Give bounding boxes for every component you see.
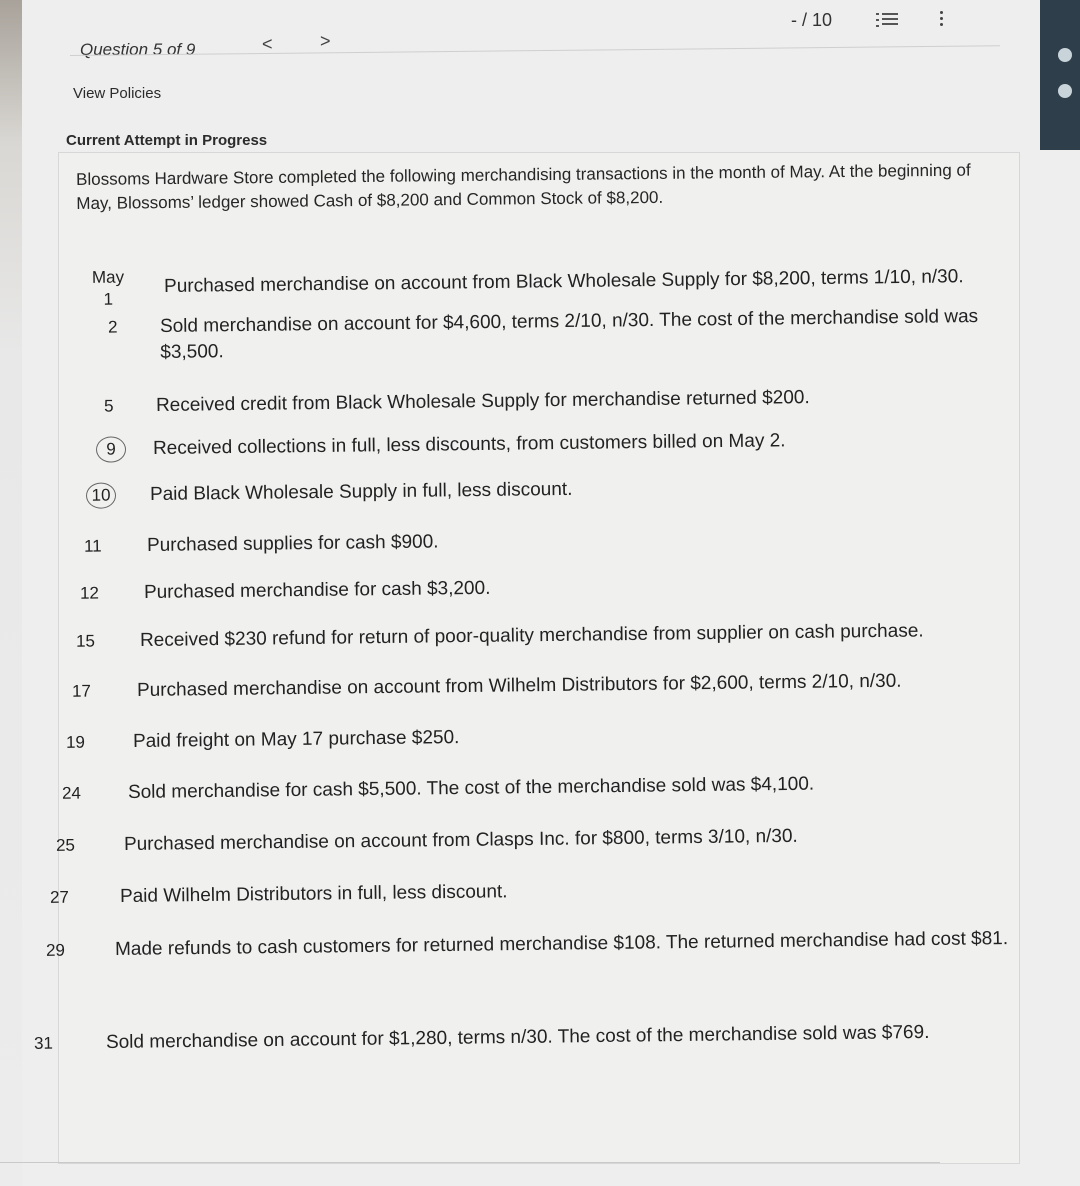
transaction-date: 29 (45, 940, 66, 960)
transaction-date: 27 (49, 887, 70, 907)
transaction-date: 10 (86, 482, 116, 508)
side-panel-edge (1040, 0, 1080, 150)
transaction-date: 24 (61, 783, 82, 803)
bottom-divider (0, 1162, 940, 1163)
list-icon[interactable] (876, 10, 898, 30)
transaction-description: Purchased merchandise on account from Clasps Inc. for $800, terms 3/10, n/30. (123, 825, 798, 855)
transaction-description: Purchased merchandise on account from Black Wholesale Supply for $8,200, terms 1/10, n/30. (163, 266, 964, 297)
transaction-date: 19 (65, 732, 86, 752)
transaction-description: Purchased merchandise for cash $3,200. (143, 577, 491, 603)
attempt-status: Current Attempt in Progress (66, 132, 268, 149)
side-panel-dot (1058, 84, 1072, 98)
transaction-description: Sold merchandise for cash $5,500. The cost of the merchandise sold was $4,100. (127, 773, 815, 803)
transaction-description: Purchased merchandise on account from Wilhelm Distributors for $2,600, terms 2/10, n/30. (136, 670, 902, 701)
transaction-date: 17 (71, 681, 92, 701)
photo-left-edge (0, 0, 22, 1186)
transaction-description: Sold merchandise on account for $1,280, terms n/30. The cost of the merchandise sold was $769. (105, 1021, 930, 1053)
transaction-description: Purchased supplies for cash $900. (146, 531, 439, 556)
question-counter: Question 5 of 9 (80, 40, 196, 59)
transaction-description: Received credit from Black Wholesale Supply for merchandise returned $200. (155, 387, 810, 416)
transaction-description: Made refunds to cash customers for returned merchandise $108. The returned merchandise had cost $81. (114, 928, 1009, 960)
transaction-description: Sold merchandise on account for $4,600, terms 2/10, n/30. The cost of the merchandise sold was $3,500. (159, 306, 979, 363)
previous-question-button[interactable]: < (262, 34, 273, 54)
view-policies-link[interactable]: View Policies (73, 85, 162, 102)
transaction-date: 25 (55, 835, 76, 855)
side-panel-dot (1058, 48, 1072, 62)
transaction-date: 5 (103, 396, 114, 416)
transaction-description: Paid Black Wholesale Supply in full, less discount. (149, 478, 573, 505)
score-display: - / 10 (791, 10, 833, 30)
transaction-date: 9 (96, 436, 126, 462)
transaction-date: 31 (33, 1033, 54, 1053)
transaction-date: 2 (107, 317, 118, 337)
transaction-date: May 1 (91, 267, 125, 309)
problem-intro: Blossoms Hardware Store completed the following merchandising transactions in the month of May. At the beginning of May, Blossoms’ ledger showed Cash of $8,200 and Common Stock of $8,200. (76, 160, 971, 213)
transaction-date: 11 (83, 536, 102, 556)
transaction-date: 12 (79, 583, 100, 603)
next-question-button[interactable]: > (320, 31, 331, 51)
transaction-description: Paid Wilhelm Distributors in full, less discount. (119, 881, 508, 907)
transaction-description: Paid freight on May 17 purchase $250. (132, 727, 460, 752)
more-vertical-icon[interactable] (938, 8, 944, 30)
transaction-description: Received $230 refund for return of poor-quality merchandise from supplier on cash purchase. (139, 620, 924, 651)
transaction-description: Received collections in full, less discounts, from customers billed on May 2. (152, 430, 786, 459)
transaction-date: 15 (75, 631, 96, 651)
